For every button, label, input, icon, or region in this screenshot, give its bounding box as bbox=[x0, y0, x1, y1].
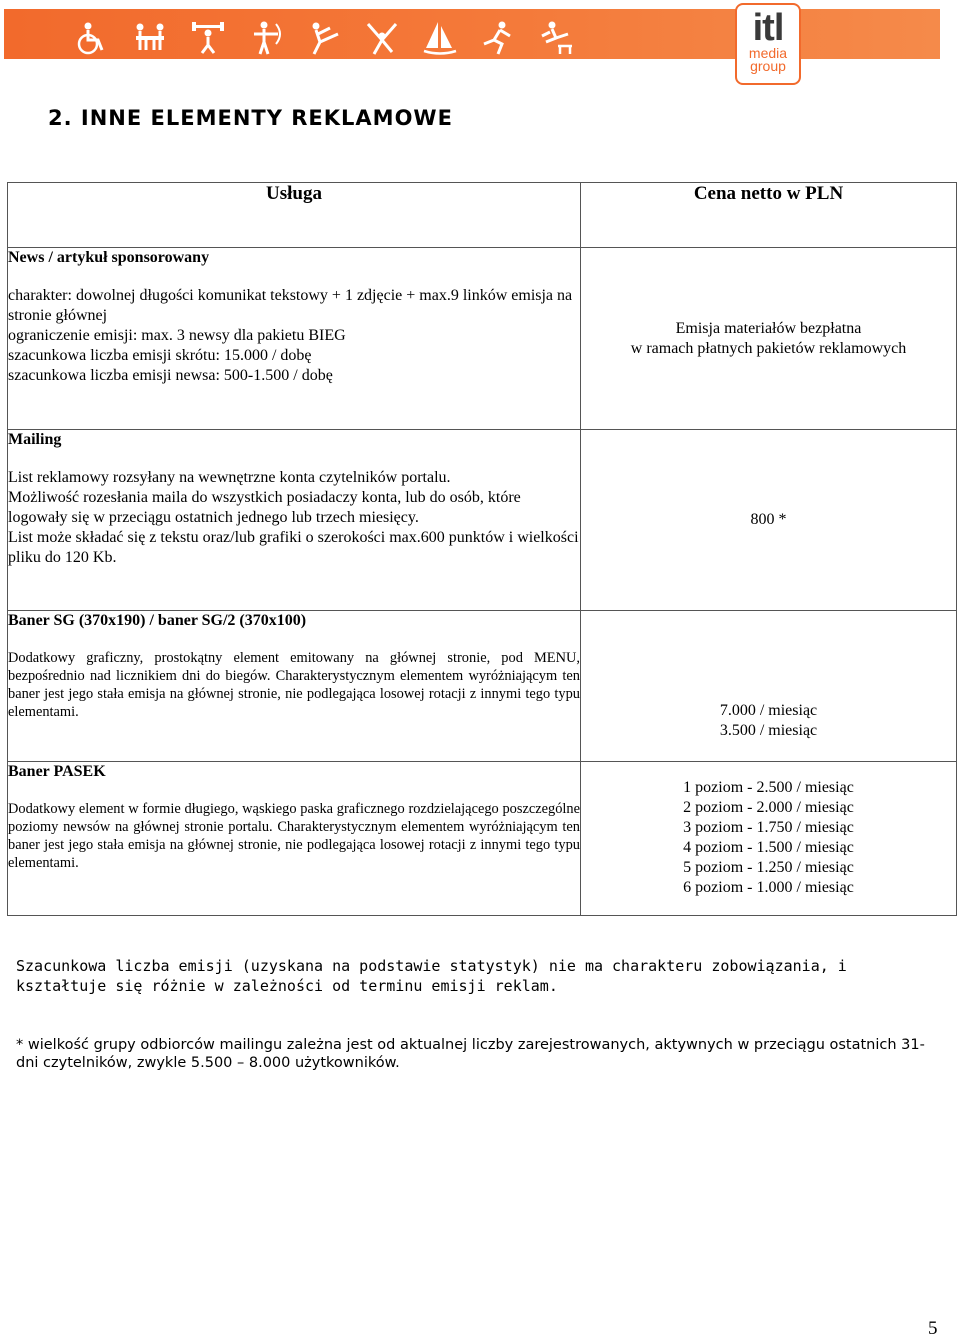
emission-estimate-note: Szacunkowa liczba emisji (uzyskana na podstawie statystyk) nie ma charakteru zobowiązania, i kształtuje się różnie w zależności od terminu emisji reklam. bbox=[16, 957, 847, 995]
price-line: 800 * bbox=[750, 511, 787, 528]
service-description: Dodatkowy element w formie długiego, wąskiego paska graficznego rozdzielającego poszczególne poziomy newsów na głównej stronie portalu. Charakterystycznym elementem wyróżniającym ten baner jest jego stała emisja na głównej stronie, nie podlegająca losowej rotacji z innymi tego typu elementami. bbox=[8, 801, 580, 871]
table-row bbox=[8, 430, 957, 611]
logo-group-text: group bbox=[750, 58, 786, 74]
gymnastics-icon bbox=[364, 20, 400, 56]
service-line: ograniczenie emisji: max. 3 newsy dla pakietu BIEG bbox=[8, 327, 346, 344]
service-line: List może składać się z tekstu oraz/lub grafiki o szerokości max.600 punktów i wielkości pliku do 120 Kb. bbox=[8, 529, 579, 566]
header-service: Usługa bbox=[8, 183, 581, 248]
pricing-table bbox=[7, 182, 957, 916]
price-line: 1 poziom - 2.500 / miesiąc bbox=[683, 779, 854, 796]
section-title: 2. INNE ELEMENTY REKLAMOWE bbox=[48, 106, 453, 130]
table-row bbox=[8, 762, 957, 916]
wheelchair-icon bbox=[74, 20, 110, 56]
sport-icons bbox=[74, 20, 574, 56]
service-line: charakter: dowolnej długości komunikat tekstowy + 1 zdjęcie + max.9 linków emisja na stronie głównej bbox=[8, 287, 573, 324]
service-title: Baner SG (370x190) / baner SG/2 (370x100) bbox=[8, 612, 307, 629]
price-cell bbox=[581, 248, 957, 430]
service-line: szacunkowa liczba emisji newsa: 500-1.500 / dobę bbox=[8, 367, 333, 384]
price-cell bbox=[581, 430, 957, 611]
service-line: List reklamowy rozsyłany na wewnętrzne konta czytelników portalu. bbox=[8, 469, 451, 486]
logo-media-text: media bbox=[748, 45, 788, 61]
service-description: Dodatkowy graficzny, prostokątny element emitowany na głównej stronie, pod MENU, bezpośrednio nad licznikiem dni do biegów. Charakterystycznym elementem wyróżniającym ten baner jest jego stała emisja na głównej stronie, nie podlegająca losowej rotacji z innymi tego typu elementami. bbox=[8, 650, 580, 720]
weightlifting-icon bbox=[190, 20, 226, 56]
price-line: Emisja materiałów bezpłatna bbox=[675, 319, 862, 337]
price-line: 4 poziom - 1.500 / miesiąc bbox=[683, 839, 854, 856]
service-cell bbox=[8, 430, 581, 611]
hurdles-icon bbox=[538, 20, 574, 56]
table-header-row bbox=[8, 183, 957, 248]
sailing-icon bbox=[422, 20, 458, 56]
price-line: 5 poziom - 1.250 / miesiąc bbox=[683, 859, 854, 876]
service-cell bbox=[8, 611, 581, 762]
price-cell bbox=[581, 762, 957, 916]
price-line: w ramach płatnych pakietów reklamowych bbox=[630, 339, 907, 357]
price-line: 7.000 / miesiąc bbox=[719, 702, 818, 719]
price-line: 3.500 / miesiąc bbox=[719, 722, 818, 739]
archery-icon bbox=[248, 20, 284, 56]
service-title: Baner PASEK bbox=[8, 763, 106, 780]
table-row bbox=[8, 611, 957, 762]
price-list bbox=[683, 778, 854, 898]
service-title: Mailing bbox=[8, 431, 62, 448]
price-line: 6 poziom - 1.000 / miesiąc bbox=[683, 879, 854, 896]
running-icon bbox=[480, 20, 516, 56]
itl-media-group-logo bbox=[735, 3, 801, 85]
header-price: Cena netto w PLN bbox=[581, 183, 957, 248]
service-line: Możliwość rozesłania maila do wszystkich posiadaczy konta, lub do osób, które logowały się w przeciągu ostatnich jednego lub trzech miesięcy. bbox=[8, 489, 521, 526]
service-line: szacunkowa liczba emisji skrótu: 15.000 / dobę bbox=[8, 347, 312, 364]
service-cell bbox=[8, 762, 581, 916]
price-line: 2 poziom - 2.000 / miesiąc bbox=[683, 799, 854, 816]
service-title: News / artykuł sponsorowany bbox=[8, 249, 210, 266]
price-line: 3 poziom - 1.750 / miesiąc bbox=[683, 819, 854, 836]
karate-icon bbox=[306, 20, 342, 56]
service-cell bbox=[8, 248, 581, 430]
table-row bbox=[8, 248, 957, 430]
page-number: 5 bbox=[928, 1318, 938, 1339]
price-cell bbox=[581, 611, 957, 762]
logo-itl-text: itl bbox=[752, 7, 784, 49]
mailing-footnote: * wielkość grupy odbiorców mailingu zależna jest od aktualnej liczby zarejestrowanych, aktywnych w przeciągu ostatnich 31-dni czytelników, zwykle 5.500 – 8.000 użytkowników. bbox=[16, 1037, 925, 1071]
chess-icon bbox=[132, 20, 168, 56]
